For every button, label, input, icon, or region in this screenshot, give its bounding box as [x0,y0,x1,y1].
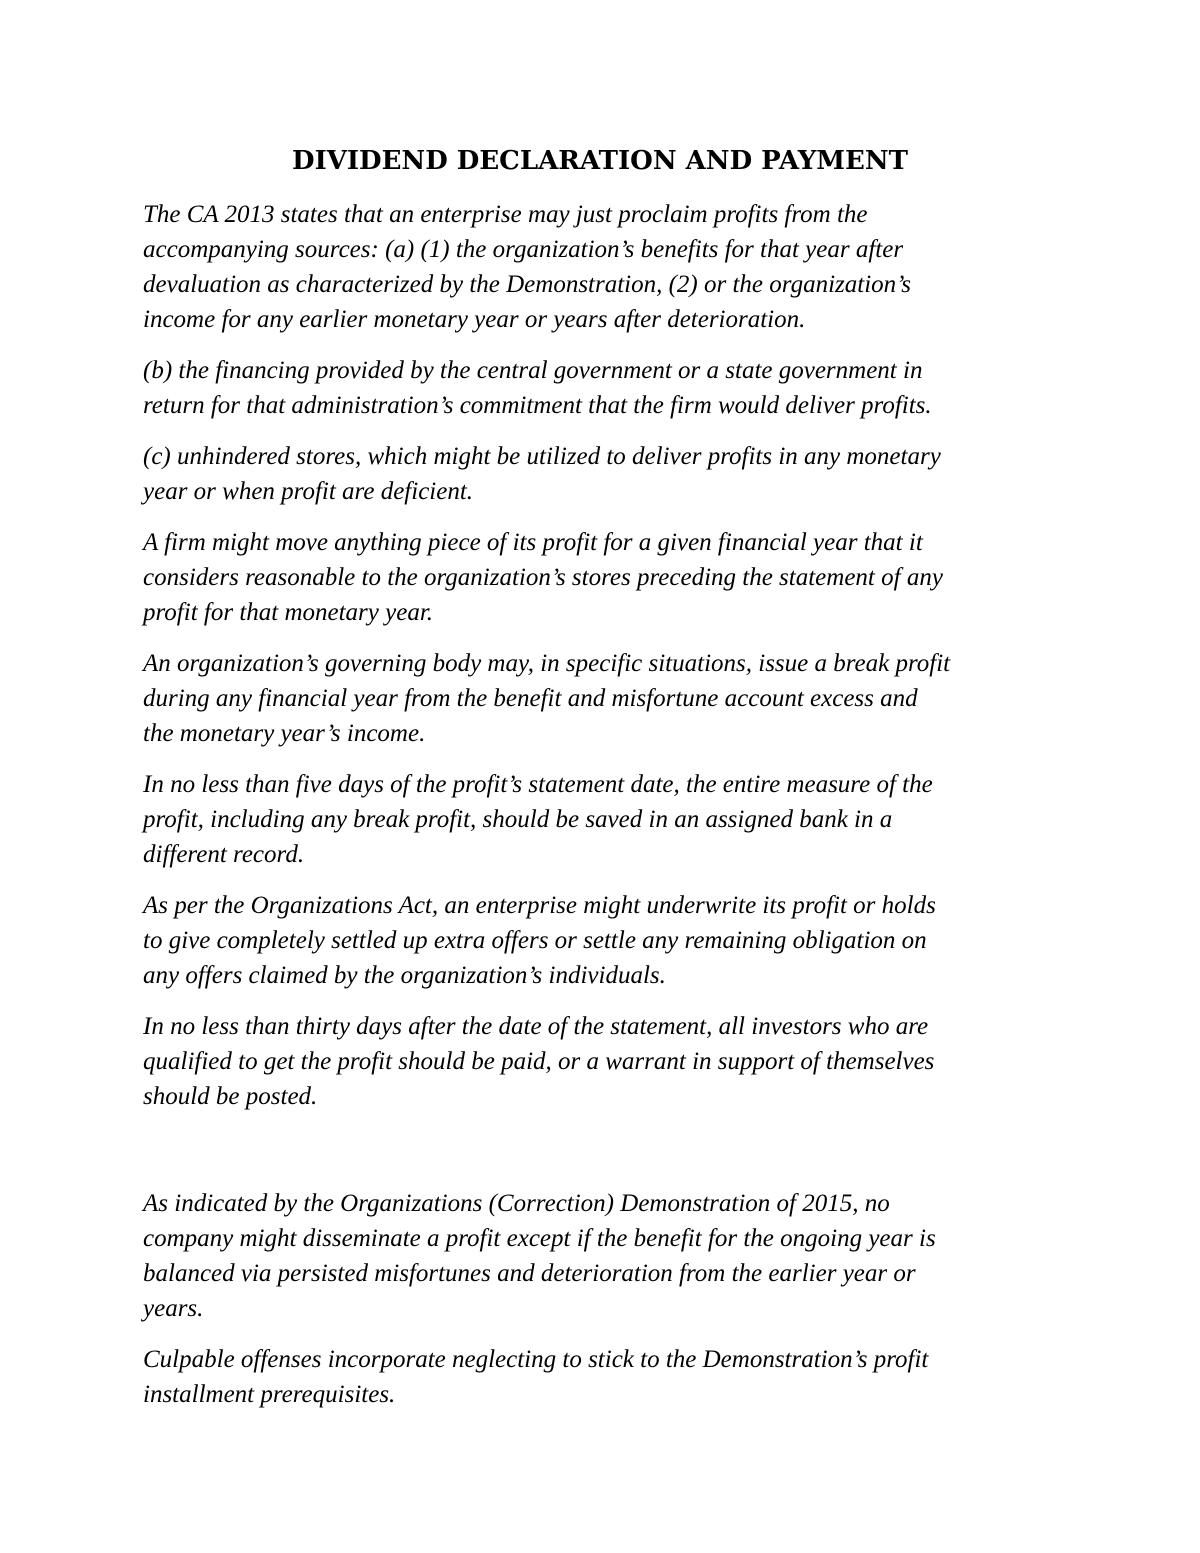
paragraph-deposit: In no less than five days of the profit’s statement date, the entire measure of the profit, including any break profit, should be saved in an assigned bank in a different record. [143,771,933,868]
paragraph-payment-deadline: In no less than thirty days after the date of the statement, all investors who are qualified to get the profit should be paid, or a warrant in support of themselves should be posted. [143,1013,935,1110]
paragraph-offenses: Culpable offenses incorporate neglecting to stick to the Demonstration’s profit installment prerequisites. [143,1346,929,1408]
paragraph-underwrite: As per the Organizations Act, an enterprise might underwrite its profit or holds to give completely settled up extra offers or settle any remaining obligation on any offers claimed by the organization’s individuals. [143,892,936,989]
document-body [143,197,1063,1428]
paragraph-amendment-2015: As indicated by the Organizations (Correction) Demonstration of 2015, no company might disseminate a profit except if the benefit for the ongoing year is balanced via persisted misfortunes and deterioration from the earlier year or years. [143,1190,936,1322]
document-title: DIVIDEND DECLARATION AND PAYMENT [292,146,908,176]
paragraph-sources: The CA 2013 states that an enterprise may just proclaim profits from the accompanying sources: (a) (1) the organization’s benefits for that year after devaluation as characterized by the Demonstration, (2) or the organization’s income for any earlier monetary year or years after deterioration. [143,201,911,333]
paragraph-financing: (b) the financing provided by the central government or a state government in return for that administration’s commitment that the firm would deliver profits. [143,357,932,419]
paragraph-stores: (c) unhindered stores, which might be utilized to deliver profits in any monetary year or when profit are deficient. [143,443,941,505]
paragraph-transfer-to-stores: A firm might move anything piece of its profit for a given financial year that it considers reasonable to the organization’s stores preceding the statement of any profit for that monetary year. [143,529,943,626]
paragraph-break-profit: An organization’s governing body may, in specific situations, issue a break profit during any financial year from the benefit and misfortune account excess and the monetary year’s income. [143,650,951,747]
